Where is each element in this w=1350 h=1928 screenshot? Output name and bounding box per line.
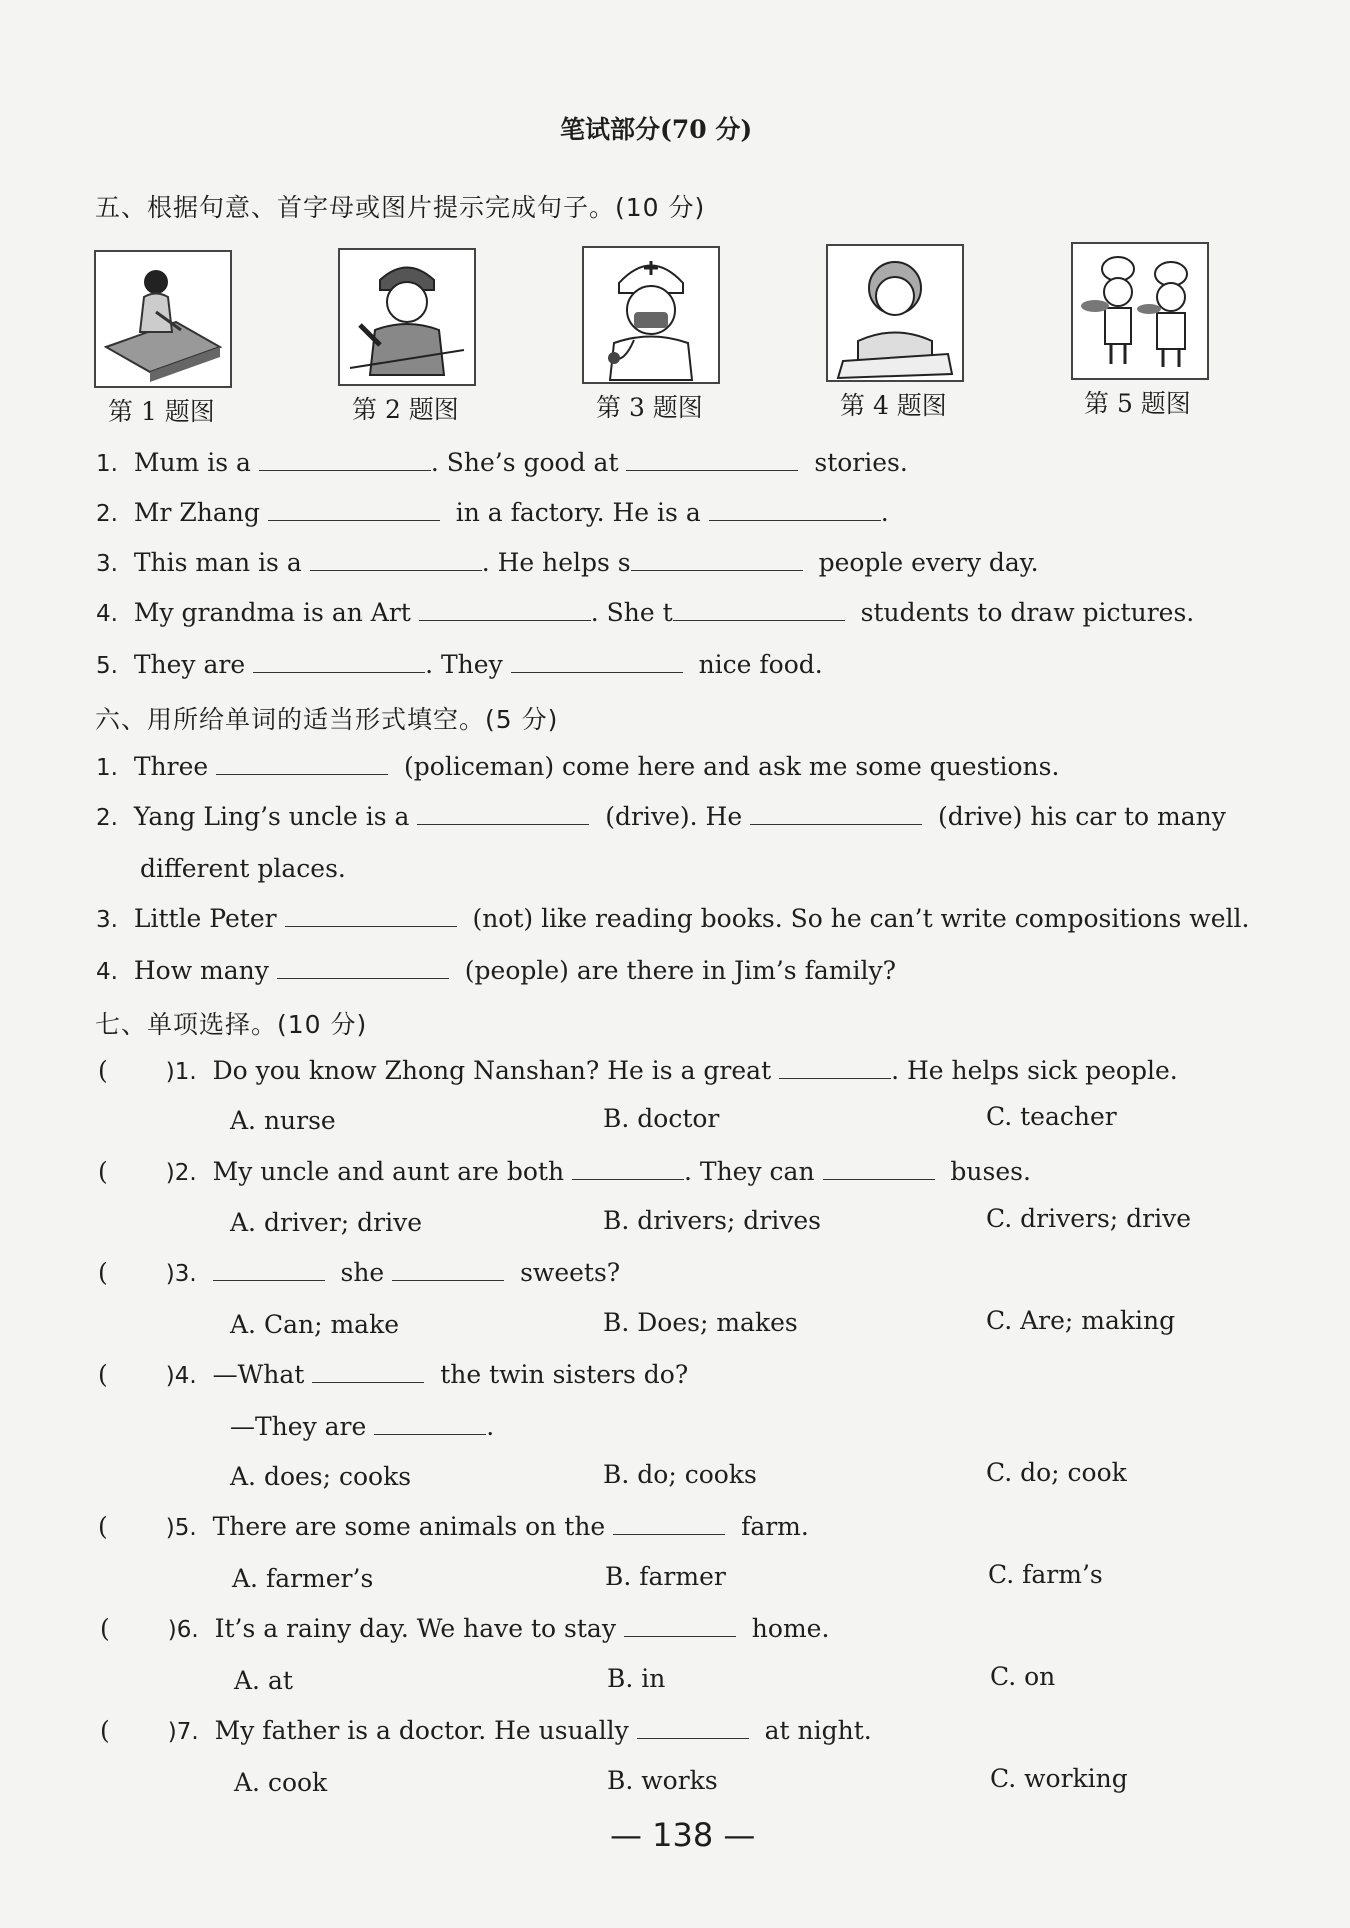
s6-item-2-cont: different places. (140, 854, 346, 883)
mc-question-5: ( )5. There are some animals on the farm. (98, 1512, 809, 1541)
caption-3: 第 3 题图 (596, 393, 703, 422)
answer-blank[interactable] (631, 548, 803, 571)
mc-option-3b[interactable]: B. Does; makes (603, 1308, 798, 1337)
woman-writing-at-desk-icon (94, 250, 232, 388)
mc-question-1: ( )1. Do you know Zhong Nanshan? He is a great . He helps sick people. (98, 1056, 1178, 1085)
caption-4: 第 4 题图 (840, 391, 947, 420)
two-cooks-icon (1071, 242, 1209, 380)
answer-bracket[interactable]: ( (98, 1258, 108, 1287)
answer-blank[interactable] (417, 802, 589, 825)
answer-blank[interactable] (709, 498, 881, 521)
mc-option-1b[interactable]: B. doctor (603, 1104, 720, 1133)
answer-blank[interactable] (637, 1716, 749, 1739)
answer-bracket[interactable]: ( (100, 1716, 110, 1745)
mc-option-1c[interactable]: C. teacher (986, 1102, 1117, 1131)
mc-option-4c[interactable]: C. do; cook (986, 1458, 1127, 1487)
answer-blank[interactable] (511, 650, 683, 673)
answer-blank[interactable] (673, 598, 845, 621)
mc-question-2: ( )2. My uncle and aunt are both . They can buses. (98, 1157, 1031, 1186)
answer-blank[interactable] (312, 1360, 424, 1383)
mc-option-7c[interactable]: C. working (990, 1764, 1128, 1793)
answer-blank[interactable] (268, 498, 440, 521)
mc-option-2c[interactable]: C. drivers; drive (986, 1204, 1192, 1233)
mc-question-6: ( )6. It’s a rainy day. We have to stay home. (100, 1614, 830, 1643)
answer-blank[interactable] (624, 1614, 736, 1637)
mc-option-7a[interactable]: A. cook (234, 1768, 328, 1797)
answer-blank[interactable] (823, 1157, 935, 1180)
mc-option-5a[interactable]: A. farmer’s (232, 1564, 374, 1593)
mc-question-7: ( )7. My father is a doctor. He usually at night. (100, 1716, 872, 1745)
answer-blank[interactable] (613, 1512, 725, 1535)
s5-item-2: 2. Mr Zhang in a factory. He is a . (96, 498, 889, 527)
mc-option-1a[interactable]: A. nurse (230, 1106, 336, 1135)
answer-blank[interactable] (392, 1258, 504, 1281)
s6-item-1: 1. Three (policeman) come here and ask me some questions. (96, 752, 1060, 781)
teacher-woman-icon (826, 244, 964, 382)
answer-blank[interactable] (310, 548, 482, 571)
answer-bracket[interactable]: ( (98, 1512, 108, 1541)
answer-blank[interactable] (779, 1056, 891, 1079)
caption-5: 第 5 题图 (1084, 389, 1191, 418)
mc-option-3a[interactable]: A. Can; make (230, 1310, 400, 1339)
s5-item-3: 3. This man is a . He helps s people every day. (96, 548, 1039, 577)
section7-heading: 七、单项选择。(10 分) (95, 1010, 368, 1039)
mc-option-7b[interactable]: B. works (607, 1766, 718, 1795)
worker-with-wrench-icon (338, 248, 476, 386)
s5-item-1: 1. Mum is a . She’s good at stories. (96, 448, 908, 477)
mc-question-3: ( )3. she sweets? (98, 1258, 621, 1287)
answer-blank[interactable] (213, 1258, 325, 1281)
caption-2: 第 2 题图 (352, 395, 459, 424)
s6-item-4: 4. How many (people) are there in Jim’s family? (96, 956, 896, 985)
caption-1: 第 1 题图 (108, 397, 215, 426)
s6-item-2: 2. Yang Ling’s uncle is a (drive). He (drive) his car to many (96, 802, 1226, 831)
mc-option-6c[interactable]: C. on (990, 1662, 1056, 1691)
answer-blank[interactable] (419, 598, 591, 621)
answer-bracket[interactable]: ( (98, 1056, 108, 1085)
mc-option-6b[interactable]: B. in (607, 1664, 666, 1693)
mc-option-3c[interactable]: C. Are; making (986, 1306, 1176, 1335)
mc-option-2b[interactable]: B. drivers; drives (603, 1206, 821, 1235)
answer-bracket[interactable]: ( (98, 1360, 108, 1389)
s6-item-3: 3. Little Peter (not) like reading books. So he can’t write compositions well. (96, 904, 1250, 933)
doctor-with-stethoscope-icon (582, 246, 720, 384)
answer-bracket[interactable]: ( (100, 1614, 110, 1643)
answer-blank[interactable] (253, 650, 425, 673)
mc-option-6a[interactable]: A. at (234, 1666, 293, 1695)
mc-question-4-reply: —They are . (230, 1412, 495, 1441)
mc-question-4: ( )4. —What the twin sisters do? (98, 1360, 689, 1389)
answer-blank[interactable] (572, 1157, 684, 1180)
answer-blank[interactable] (216, 752, 388, 775)
mc-option-4a[interactable]: A. does; cooks (230, 1462, 412, 1491)
page-title: 笔试部分(70 分) (560, 115, 753, 144)
answer-blank[interactable] (285, 904, 457, 927)
section6-heading: 六、用所给单词的适当形式填空。(5 分) (95, 705, 559, 734)
answer-blank[interactable] (750, 802, 922, 825)
answer-blank[interactable] (374, 1412, 486, 1435)
answer-blank[interactable] (626, 448, 798, 471)
s5-item-5: 5. They are . They nice food. (96, 650, 823, 679)
mc-option-4b[interactable]: B. do; cooks (603, 1460, 757, 1489)
page-number: — 138 — (610, 1816, 756, 1854)
s5-item-4: 4. My grandma is an Art . She t students to draw pictures. (96, 598, 1195, 627)
answer-blank[interactable] (277, 956, 449, 979)
mc-option-5b[interactable]: B. farmer (605, 1562, 726, 1591)
section5-heading: 五、根据句意、首字母或图片提示完成句子。(10 分) (95, 193, 706, 222)
answer-blank[interactable] (259, 448, 431, 471)
answer-bracket[interactable]: ( (98, 1157, 108, 1186)
mc-option-2a[interactable]: A. driver; drive (230, 1208, 423, 1237)
mc-option-5c[interactable]: C. farm’s (988, 1560, 1103, 1589)
